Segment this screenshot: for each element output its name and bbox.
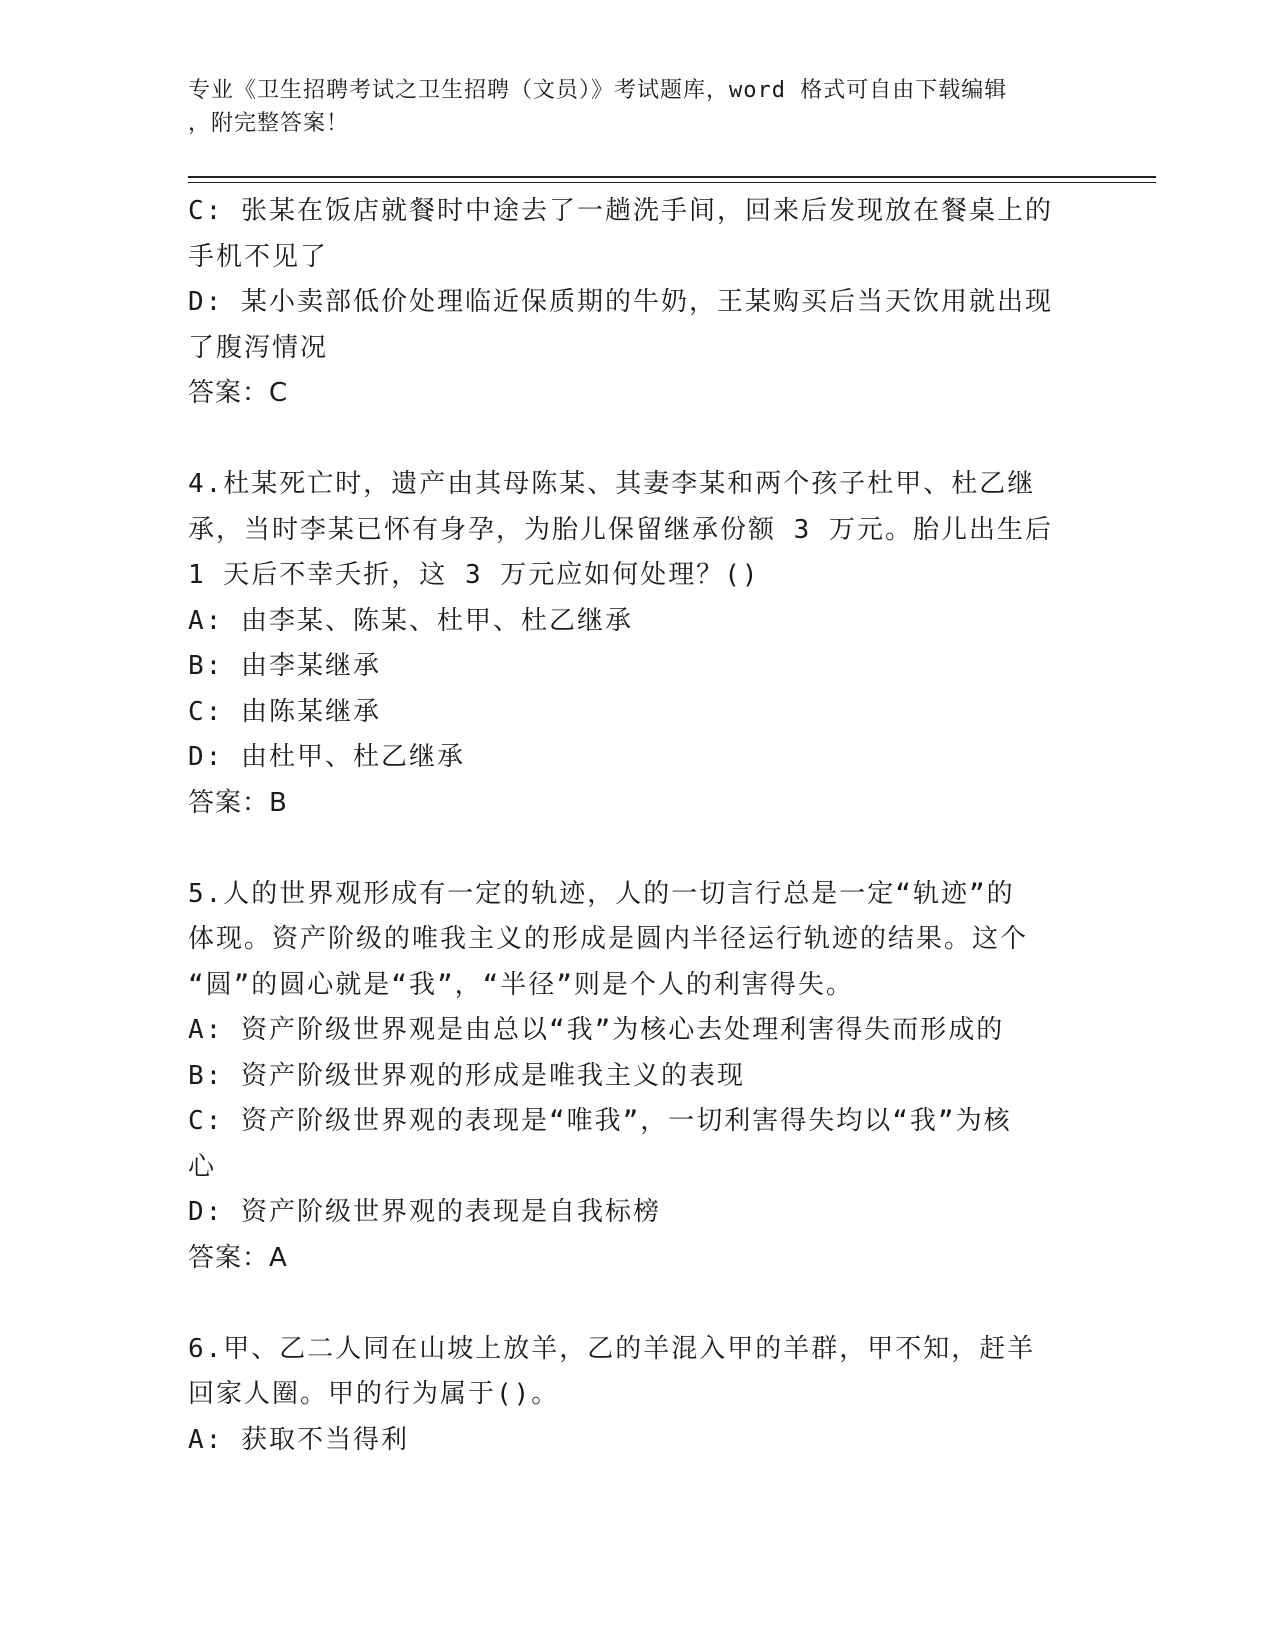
option-b: B: 资产阶级世界观的形成是唯我主义的表现 [188, 1060, 745, 1091]
question-5 [188, 872, 1068, 1282]
question-stem-line: 5.人的世界观形成有一定的轨迹，人的一切言行总是一定“轨迹”的 [188, 878, 1015, 909]
spacer [188, 1281, 1068, 1327]
question-stem-line: 6.甲、乙二人同在山坡上放羊，乙的羊混入甲的羊群，甲不知，赶羊 [188, 1333, 1036, 1364]
question-stem-line: 4.杜某死亡时，遗产由其母陈某、其妻李某和两个孩子杜甲、杜乙继 [188, 469, 1036, 499]
option-a: A: 由李某、陈某、杜甲、杜乙继承 [188, 605, 633, 636]
question-stem-line: 承，当时李某已怀有身孕，为胎儿保留继承份额 3 万元。胎儿出生后 [188, 514, 1053, 545]
spacer [188, 826, 1068, 872]
option-d-line-1: D: 某小卖部低价处理临近保质期的牛奶，王某购买后当天饮用就出现 [188, 287, 1053, 317]
document-header [188, 74, 1068, 140]
header-line-2: ，附完整答案！ [188, 111, 350, 136]
option-c-line-2: 心 [188, 1151, 217, 1182]
question-3-continued [188, 189, 1068, 417]
header-divider-thick [188, 176, 1156, 178]
header-divider-thin [188, 182, 1156, 183]
answer-line: 答案：C [188, 378, 289, 408]
option-c-line-1: C: 张某在饭店就餐时中途去了一趟洗手间，回来后发现放在餐桌上的 [188, 196, 1053, 226]
header-line-1: 专业《卫生招聘考试之卫生招聘（文员）》考试题库，word 格式可自由下载编辑 [188, 78, 1008, 103]
option-c-line-1: C: 资产阶级世界观的表现是“唯我”，一切利害得失均以“我”为核 [188, 1106, 1012, 1136]
option-b: B: 由李某继承 [188, 651, 381, 681]
option-a: A: 资产阶级世界观是由总以“我”为核心去处理利害得失而形成的 [188, 1015, 1005, 1045]
answer-line: 答案：A [188, 1242, 288, 1273]
question-6 [188, 1327, 1068, 1464]
option-a: A: 获取不当得利 [188, 1424, 409, 1455]
option-c-line-2: 手机不见了 [188, 241, 329, 272]
option-d: D: 资产阶级世界观的表现是自我标榜 [188, 1197, 661, 1227]
question-stem-line: 回家人圈。甲的行为属于()。 [188, 1379, 560, 1409]
question-stem-line: “圆”的圆心就是“我”，“半径”则是个人的利害得失。 [188, 969, 854, 1000]
answer-line: 答案：B [188, 787, 288, 818]
spacer [188, 417, 1068, 463]
question-stem-line: 体现。资产阶级的唯我主义的形成是圆内半径运行轨迹的结果。这个 [188, 924, 1029, 954]
question-stem-line: 1 天后不幸夭折，这 3 万元应如何处理？() [188, 560, 760, 590]
question-4 [188, 462, 1068, 826]
option-c: C: 由陈某继承 [188, 696, 381, 727]
document-body [188, 189, 1068, 1463]
option-d-line-2: 了腹泻情况 [188, 332, 329, 363]
option-d: D: 由杜甲、杜乙继承 [188, 742, 465, 772]
